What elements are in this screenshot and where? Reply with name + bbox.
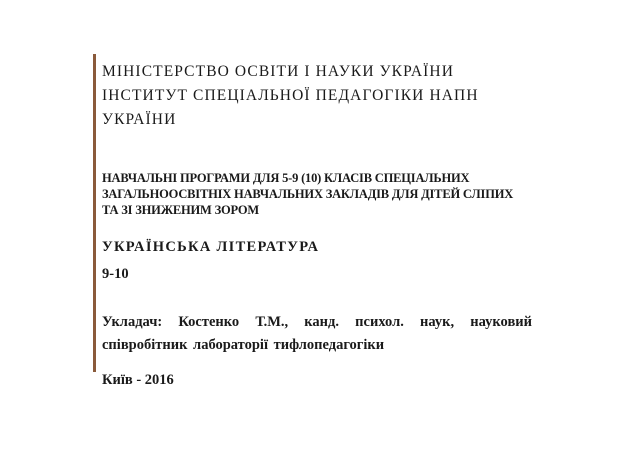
title-page-content: [102, 60, 622, 389]
institute-line: ІНСТИТУТ СПЕЦІАЛЬНОЇ ПЕДАГОГІКИ НАПН: [102, 87, 479, 104]
accent-bar: [93, 54, 96, 372]
institution-block: [102, 60, 622, 132]
institute-line-cont: УКРАЇНИ: [102, 111, 177, 128]
author-info: Укладач: Костенко Т.М., канд. психол. наук, науковий співробітник лабораторії тифлопедагогіки: [102, 314, 532, 353]
ministry-line: МІНІСТЕРСТВО ОСВІТИ І НАУКИ УКРАЇНИ: [102, 63, 454, 80]
place-year: Київ - 2016: [102, 372, 174, 388]
subject-title: УКРАЇНСЬКА ЛІТЕРАТУРА: [102, 239, 320, 255]
grades-label: 9-10: [102, 266, 129, 282]
programs-title: НАВЧАЛЬНІ ПРОГРАМИ ДЛЯ 5-9 (10) КЛАСІВ СПЕЦІАЛЬНИХ ЗАГАЛЬНООСВІТНІХ НАВЧАЛЬНИХ ЗАКЛАДІВ ДЛЯ ДІТЕЙ СЛІПИХ ТА ЗІ ЗНИЖЕНИМ ЗОРОМ: [102, 171, 514, 217]
